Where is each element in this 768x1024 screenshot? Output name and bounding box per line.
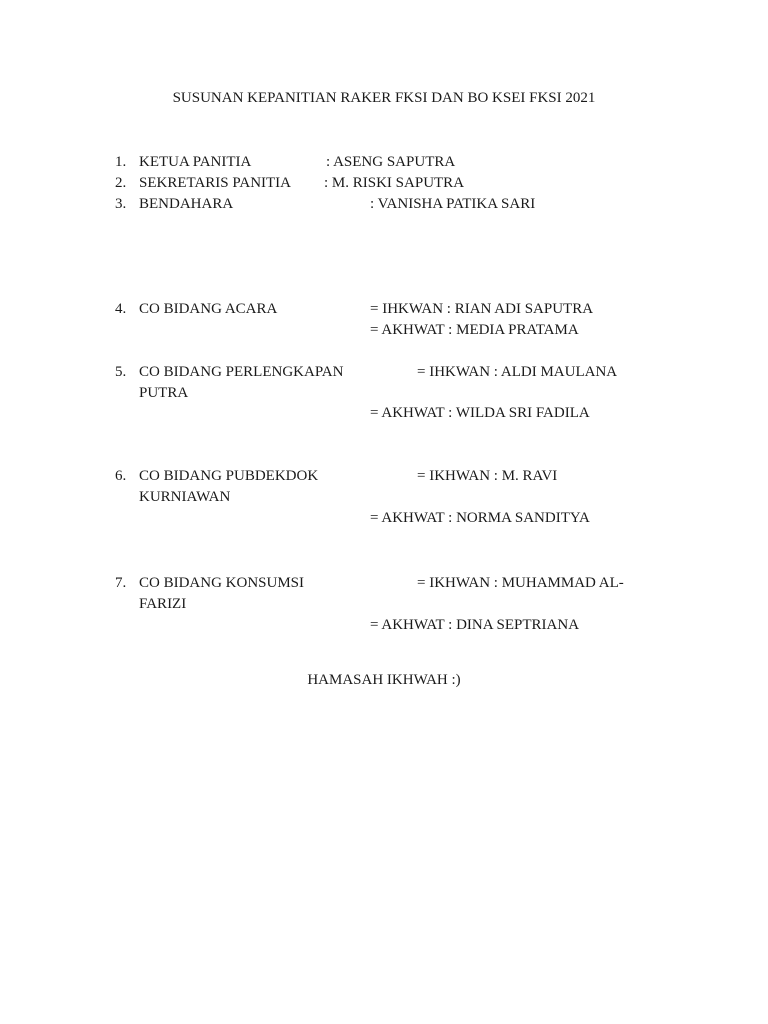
member-name: : ASENG SAPUTRA xyxy=(326,154,456,170)
akhwat-entry: = AKHWAT : DINA SEPTRIANA xyxy=(370,617,580,633)
list-number: 6. xyxy=(115,468,127,484)
division-label: CO BIDANG ACARA xyxy=(139,301,278,317)
role-label: KETUA PANITIA xyxy=(139,154,252,170)
division-label: CO BIDANG PUBDEKDOK xyxy=(139,468,319,484)
role-label: SEKRETARIS PANITIA xyxy=(139,175,292,191)
akhwat-entry: = AKHWAT : NORMA SANDITYA xyxy=(370,510,590,526)
role-label: BENDAHARA xyxy=(139,196,234,212)
ikhwan-entry-continued: PUTRA xyxy=(139,385,189,401)
division-label: CO BIDANG KONSUMSI xyxy=(139,575,305,591)
closing-note: HAMASAH IKHWAH :) xyxy=(307,672,461,688)
division-label: CO BIDANG PERLENGKAPAN xyxy=(139,364,344,380)
list-number: 4. xyxy=(115,301,127,317)
ikhwan-entry-continued: FARIZI xyxy=(139,596,187,612)
ikhwan-entry-continued: KURNIAWAN xyxy=(139,489,231,505)
list-number: 1. xyxy=(115,154,127,170)
ikhwan-entry: = IHKWAN : RIAN ADI SAPUTRA xyxy=(370,301,594,317)
ikhwan-entry: = IKHWAN : MUHAMMAD AL- xyxy=(417,575,624,591)
akhwat-entry: = AKHWAT : MEDIA PRATAMA xyxy=(370,322,579,338)
list-number: 3. xyxy=(115,196,127,212)
akhwat-entry: = AKHWAT : WILDA SRI FADILA xyxy=(370,405,590,421)
ikhwan-entry: = IKHWAN : M. RAVI xyxy=(417,468,558,484)
list-number: 2. xyxy=(115,175,127,191)
list-number: 5. xyxy=(115,364,127,380)
member-name: : M. RISKI SAPUTRA xyxy=(324,175,465,191)
member-name: : VANISHA PATIKA SARI xyxy=(370,196,536,212)
document-title: SUSUNAN KEPANITIAN RAKER FKSI DAN BO KSEI FKSI 2021 xyxy=(172,90,596,106)
ikhwan-entry: = IHKWAN : ALDI MAULANA xyxy=(417,364,618,380)
list-number: 7. xyxy=(115,575,127,591)
